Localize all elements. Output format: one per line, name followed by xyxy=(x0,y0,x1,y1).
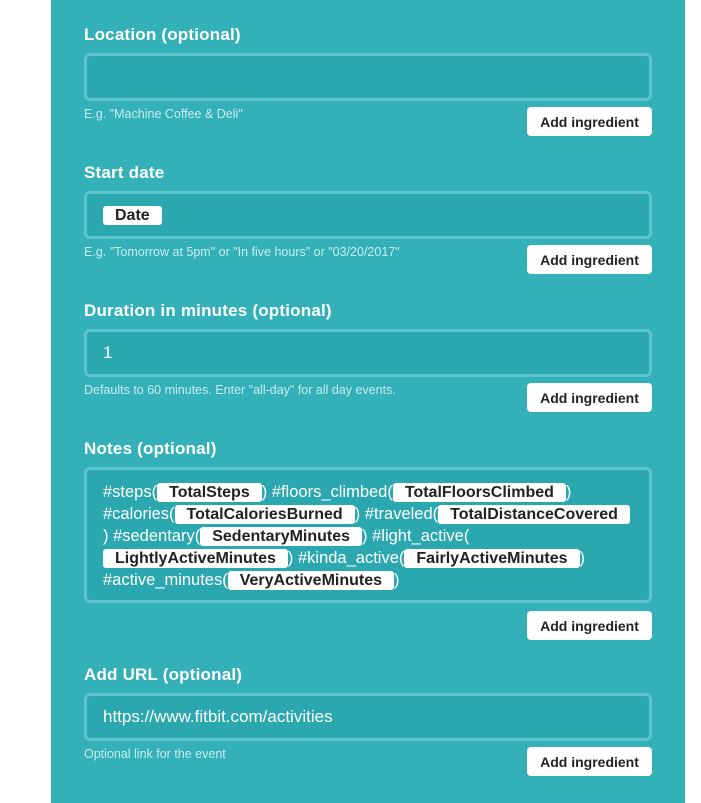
notes-text: ) #kinda_active( xyxy=(287,549,405,567)
ingredient-pill[interactable]: LightlyActiveMinutes xyxy=(103,549,288,568)
location-section xyxy=(84,25,652,141)
location-add-ingredient-button[interactable]: Add ingredient xyxy=(527,107,652,136)
notes-text: #steps( xyxy=(103,483,158,501)
form-panel xyxy=(51,0,685,803)
ingredient-pill[interactable]: TotalCaloriesBurned xyxy=(175,505,355,524)
location-hint: E.g. "Machine Coffee & Deli" xyxy=(84,107,243,121)
start-date-input[interactable] xyxy=(84,191,652,239)
notes-text: ) xyxy=(394,571,400,589)
duration-section xyxy=(84,301,652,417)
start-date-add-ingredient-button[interactable]: Add ingredient xyxy=(527,245,652,274)
url-hint: Optional link for the event xyxy=(84,747,226,761)
notes-text: ) #floors_climbed( xyxy=(261,483,393,501)
notes-add-ingredient-button[interactable]: Add ingredient xyxy=(527,611,652,640)
notes-input[interactable] xyxy=(84,467,652,603)
start-date-label: Start date xyxy=(84,163,165,182)
url-add-ingredient-button[interactable]: Add ingredient xyxy=(527,747,652,776)
url-label: Add URL (optional) xyxy=(84,665,243,684)
duration-input[interactable]: 1 xyxy=(84,329,652,377)
ingredient-pill[interactable]: TotalDistanceCovered xyxy=(438,505,630,524)
notes-text: ) #calories( xyxy=(103,483,572,523)
start-date-hint: E.g. "Tomorrow at 5pm" or "In five hours" or "03/20/2017" xyxy=(84,245,400,259)
notes-text: ) #traveled( xyxy=(354,505,439,523)
duration-hint: Defaults to 60 minutes. Enter "all-day" for all day events. xyxy=(84,383,396,397)
duration-add-ingredient-button[interactable]: Add ingredient xyxy=(527,383,652,412)
notes-text: ) #active_minutes( xyxy=(103,549,586,589)
ingredient-pill[interactable]: TotalFloorsClimbed xyxy=(393,483,566,502)
ingredient-pill[interactable]: TotalSteps xyxy=(157,483,262,502)
location-input[interactable] xyxy=(84,53,652,101)
notes-label: Notes (optional) xyxy=(84,439,217,458)
ingredient-pill[interactable]: FairlyActiveMinutes xyxy=(404,549,579,568)
notes-text: ) #sedentary( xyxy=(103,527,201,545)
duration-label: Duration in minutes (optional) xyxy=(84,301,332,320)
date-ingredient-pill[interactable]: Date xyxy=(103,206,162,225)
ingredient-pill[interactable]: VeryActiveMinutes xyxy=(228,571,394,590)
url-section xyxy=(84,665,652,781)
start-date-section xyxy=(84,163,652,279)
notes-section xyxy=(84,439,652,645)
location-label: Location (optional) xyxy=(84,25,241,44)
url-input[interactable]: https://www.fitbit.com/activities xyxy=(84,693,652,741)
notes-text: ) #light_active( xyxy=(362,527,470,545)
ingredient-pill[interactable]: SedentaryMinutes xyxy=(200,527,362,546)
